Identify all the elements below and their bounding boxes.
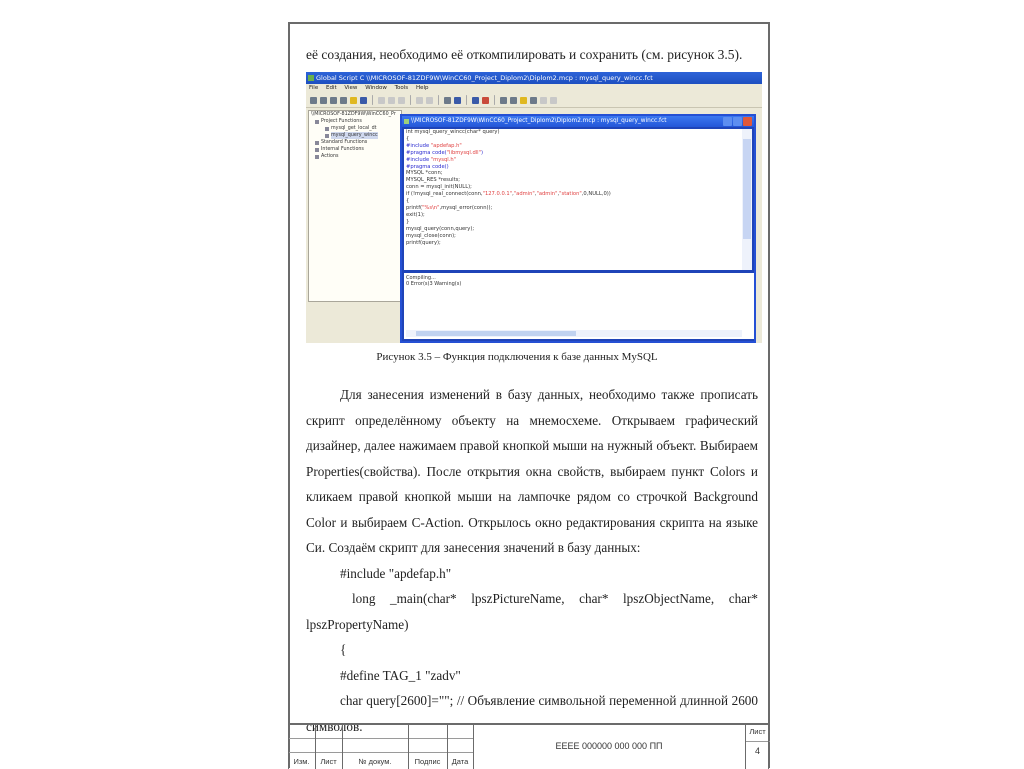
code-line: { [406,198,410,205]
toolbar [306,93,762,108]
sheet-number: 4 [754,746,760,756]
editor-title: \\MICROSOF-81ZDF9W\WinCC60_Project_Diplom2\Diplom2.mcp : mysql_query_wincc.fct [411,118,667,124]
stamp-row-line [745,741,770,742]
output-pane [404,273,754,339]
paste-icon[interactable] [398,97,405,104]
undo-icon[interactable] [416,97,423,104]
toolbar-separator [466,95,467,105]
cut-icon[interactable] [378,97,385,104]
stamp-header-doc: № докум. [358,757,392,766]
paragraph: Для занесения изменений в базу данных, необходимо также прописать скрипт определённому объекту на мнемосхеме. Открываем графический дизайнер, далее нажимаем правой кнопкой мыши на нужный объект. Выбираем Properties(свойства). После открытия окна свойств, выбираем пункт Colors и кликаем правой кнопкой мыши на лампочке рядом со строчкой Background Color и выбираем C-Action. Открылось окно редактирования скрипта на языке Си. Создаём скрипт для занесения значений в базу данных: [306,387,758,555]
code-line: exit(1); [406,211,425,218]
sheet-label: Лист [749,727,766,736]
embedded-screenshot [306,72,762,343]
open-icon[interactable] [350,97,357,104]
menu-edit[interactable]: Edit [325,85,337,91]
tree-item-label: Internal Functions [321,147,364,152]
code-brace: { [340,642,347,657]
tree-root[interactable]: \\MICROSOF-81ZDF9W\WinCC60_Pr [311,112,396,117]
print-icon[interactable] [444,97,451,104]
save-icon[interactable] [360,97,367,104]
toolbar-separator [372,95,373,105]
outdent-icon[interactable] [550,97,557,104]
app-icon [308,75,314,81]
tree-item-label: mysql_query_wincc [331,133,378,138]
tree-item[interactable] [309,146,401,153]
menu-view[interactable]: View [344,85,358,91]
code-query-line: char query[2600]=""; // Объявление символьной переменной длинной 2600 символов. [306,693,758,734]
editor-title-bar [402,116,754,127]
output-line: Compiling... [406,275,436,281]
title-block [288,723,770,769]
language-icon[interactable] [482,97,489,104]
code-line: mysql_close(conn); [406,232,456,239]
body-text [306,382,758,739]
menu-help[interactable]: Help [415,85,429,91]
code-line: int mysql_query_wincc(char* query) [406,129,500,135]
editor-icon [404,119,409,124]
output-line: 0 Error(s)3 Warning(s) [406,281,462,287]
minimize-icon[interactable] [723,117,732,126]
code-line: #include "apdefap.h" [406,142,462,149]
menu-window[interactable]: Window [365,85,387,91]
code-line: #pragma code("libmysql.dll") [406,149,484,156]
figure-caption [0,351,1024,363]
caption-text: Рисунок 3.5 – Функция подключения к базе данных MySQL [376,351,658,363]
project-tree [308,110,402,302]
folder-icon [315,120,319,124]
menu-bar [306,84,762,93]
code-line: } [406,218,410,225]
code-line: #include "mysql.h" [406,156,457,163]
folder-icon [315,155,319,159]
new-file-icon[interactable] [340,97,347,104]
tree-item-label: mysql_get_local_dt [331,126,377,131]
code-main-line: long _main(char* lpszPictureName, char* lpszObjectName, char* [352,591,758,606]
insert-icon[interactable] [530,97,537,104]
tree-item-label: Actions [321,154,339,159]
code-line: printf(query); [406,239,441,246]
toolbar-separator [410,95,411,105]
new-project-icon[interactable] [320,97,327,104]
tree-item-label: Project Functions [321,119,362,124]
indent-icon[interactable] [540,97,547,104]
tree-item-selected[interactable] [309,132,401,139]
code-line: { [406,135,410,142]
code-include: #include "apdefap.h" [340,565,452,581]
function-icon [325,127,329,131]
code-line: mysql_query(conn,query); [406,225,475,232]
close-icon[interactable] [743,117,752,126]
menu-file[interactable]: File [309,85,319,91]
app-title: Global Script C \\MICROSOF-81ZDF9W\WinCC60_Project_Diplom2\Diplom2.mcp : mysql_query_wincc.fct [316,74,653,82]
new-action-icon[interactable] [330,97,337,104]
vertical-scrollbar[interactable] [742,129,752,270]
tree-item[interactable] [309,139,401,146]
toolbar-separator [438,95,439,105]
function-icon [325,134,329,138]
folder-icon [315,141,319,145]
trigger-icon[interactable] [520,97,527,104]
code-editor[interactable] [404,129,742,270]
stamp-header-sign: Подпис [414,757,441,766]
code-line: MYSQL *conn; [406,170,443,177]
info-icon[interactable] [472,97,479,104]
code-line: printf("%s\n",mysql_error(conn)); [406,204,493,211]
redo-icon[interactable] [426,97,433,104]
tree-item-label: Standard Functions [321,140,368,145]
code-line: if (!mysql_real_connect(conn,"127.0.0.1","admin","admin","station",0,NULL,0)) [406,191,611,198]
intro-text: её создания, необходимо её откомпилировать и сохранить (см. рисунок 3.5). [306,47,743,62]
tree-item[interactable] [309,153,401,160]
stamp-header-izm: Изм. [293,757,310,766]
copy-icon[interactable] [388,97,395,104]
horizontal-scrollbar[interactable] [406,330,742,337]
code-line: conn = mysql_init(NULL); [406,184,472,191]
scroll-thumb[interactable] [743,139,751,239]
maximize-icon[interactable] [733,117,742,126]
stamp-header-list: Лист [320,757,337,766]
stamp-header-date: Дата [451,757,469,766]
code-line: #pragma code() [406,163,449,170]
menu-tools[interactable]: Tools [394,85,409,91]
tag-icon[interactable] [510,97,517,104]
compile-icon[interactable] [500,97,507,104]
help-icon[interactable] [454,97,461,104]
folder-icon [315,148,319,152]
code-main-line-cont: lpszPropertyName) [306,616,409,632]
app-title-bar [306,72,762,84]
code-define: #define TAG_1 "zadv" [340,667,461,683]
code-line: MYSQL_RES *results; [406,177,461,184]
scroll-thumb[interactable] [416,331,576,336]
tree-item[interactable] [309,125,401,132]
new-icon[interactable] [310,97,317,104]
toolbar-separator [494,95,495,105]
editor-window [400,114,756,343]
tree-item[interactable] [309,118,401,125]
document-number: ЕЕЕЕ 000000 000 000 ПП [555,741,663,751]
